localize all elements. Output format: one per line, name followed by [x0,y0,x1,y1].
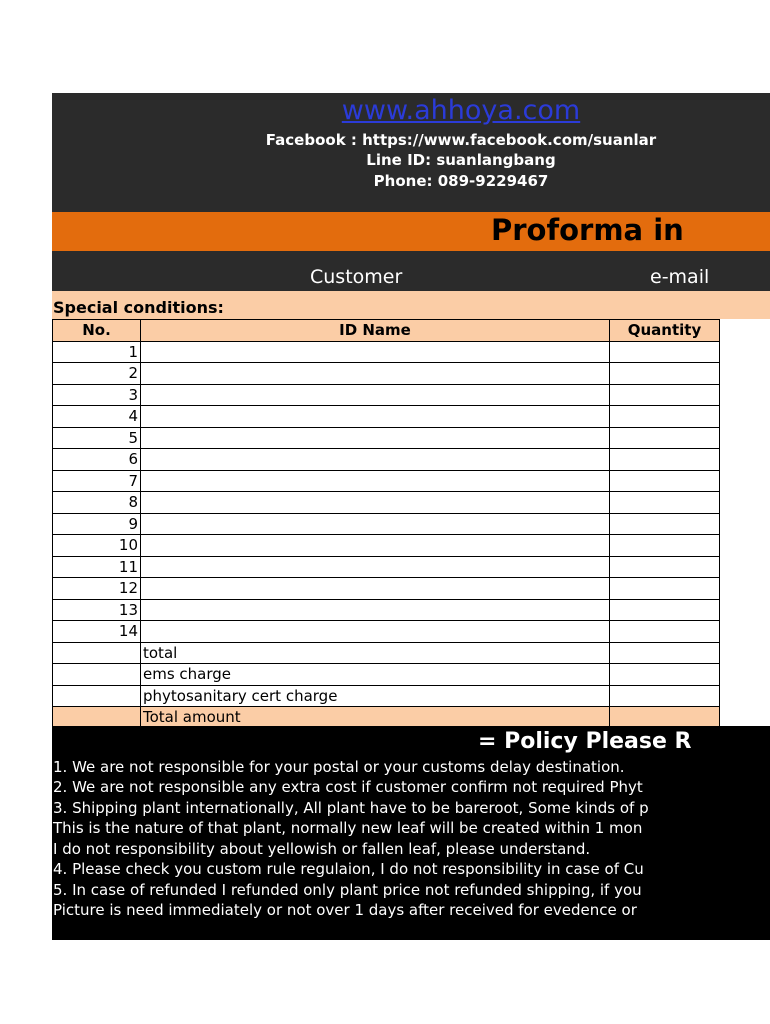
id-name-cell[interactable] [141,556,610,578]
facebook-contact: Facebook : https://www.facebook.com/suanlar [265,131,657,149]
empty-cell [53,664,141,686]
policy-line: I do not responsibility about yellowish or fallen leaf, please understand. [53,840,591,858]
id-name-cell[interactable] [141,578,610,600]
row-number: 4 [53,406,141,428]
empty-cell [53,707,141,729]
row-number: 7 [53,470,141,492]
policy-line: 2. We are not responsible any extra cost if customer confirm not required Phyt [53,778,643,796]
row-number: 14 [53,621,141,643]
table-row [53,406,720,428]
customer-bar [52,251,770,291]
table-row [53,556,720,578]
table-row [53,363,720,385]
id-name-cell[interactable] [141,470,610,492]
row-number: 12 [53,578,141,600]
items-table [52,319,720,729]
id-name-cell[interactable] [141,535,610,557]
quantity-cell[interactable] [610,513,720,535]
row-number: 8 [53,492,141,514]
special-conditions-label: Special conditions: [53,298,224,317]
policy-line: 3. Shipping plant internationally, All plant have to be bareroot, Some kinds of p [53,799,649,817]
table-row [53,513,720,535]
row-number: 11 [53,556,141,578]
quantity-cell[interactable] [610,599,720,621]
id-name-cell[interactable] [141,621,610,643]
phyto-charge-value-cell[interactable] [610,685,720,707]
quantity-cell[interactable] [610,621,720,643]
table-row [53,341,720,363]
table-row [53,621,720,643]
table-row [53,427,720,449]
column-header-id-name: ID Name [141,320,610,342]
email-label: e-mail [650,266,710,288]
table-row [53,492,720,514]
id-name-cell[interactable] [141,513,610,535]
ems-charge-label: ems charge [141,664,610,686]
quantity-cell[interactable] [610,341,720,363]
row-number: 5 [53,427,141,449]
empty-cell [53,642,141,664]
quantity-cell[interactable] [610,578,720,600]
row-number: 3 [53,384,141,406]
column-header-no: No. [53,320,141,342]
row-number: 2 [53,363,141,385]
quantity-cell[interactable] [610,492,720,514]
table-row [53,449,720,471]
empty-cell [53,685,141,707]
ems-charge-value-cell[interactable] [610,664,720,686]
table-row [53,535,720,557]
table-row [53,470,720,492]
phyto-charge-label: phytosanitary cert charge [141,685,610,707]
id-name-cell[interactable] [141,492,610,514]
table-row [53,599,720,621]
id-name-cell[interactable] [141,384,610,406]
quantity-cell[interactable] [610,449,720,471]
row-number: 10 [53,535,141,557]
quantity-cell[interactable] [610,556,720,578]
policy-line: 5. In case of refunded I refunded only plant price not refunded shipping, if you [53,881,642,899]
total-amount-label: Total amount [141,707,610,729]
quantity-cell[interactable] [610,384,720,406]
line-id-contact: Line ID: suanlangbang [366,151,556,169]
id-name-cell[interactable] [141,406,610,428]
quantity-cell[interactable] [610,535,720,557]
summary-row-total [53,642,720,664]
special-conditions-bar [52,291,770,319]
policy-line: Picture is need immediately or not over 1 days after received for evedence or [53,901,637,919]
quantity-cell[interactable] [610,427,720,449]
summary-row-total-amount [53,707,720,729]
total-label: total [141,642,610,664]
table-row [53,384,720,406]
id-name-cell[interactable] [141,599,610,621]
policy-section [52,726,770,940]
column-header-quantity: Quantity [610,320,720,342]
quantity-cell[interactable] [610,363,720,385]
policy-line: 4. Please check you custom rule regulaion, I do not responsibility in case of Cu [53,860,644,878]
table-header-row [53,320,720,342]
id-name-cell[interactable] [141,427,610,449]
policy-line: 1. We are not responsible for your postal or your customs delay destination. [53,758,625,776]
id-name-cell[interactable] [141,449,610,471]
row-number: 9 [53,513,141,535]
table-row [53,578,720,600]
title-bar [52,212,770,251]
row-number: 1 [53,341,141,363]
id-name-cell[interactable] [141,363,610,385]
summary-row-phyto [53,685,720,707]
total-value-cell[interactable] [610,642,720,664]
row-number: 13 [53,599,141,621]
quantity-cell[interactable] [610,406,720,428]
website-link[interactable]: www.ahhoya.com [341,95,581,126]
phone-contact: Phone: 089-9229467 [373,172,549,190]
total-amount-value-cell[interactable] [610,707,720,729]
policy-title: = Policy Please R [478,729,692,754]
quantity-cell[interactable] [610,470,720,492]
policy-line: This is the nature of that plant, normally new leaf will be created within 1 mon [53,819,643,837]
shop-header [52,93,770,212]
id-name-cell[interactable] [141,341,610,363]
customer-label: Customer [310,266,403,288]
summary-row-ems [53,664,720,686]
row-number: 6 [53,449,141,471]
document-title: Proforma in [491,213,684,247]
